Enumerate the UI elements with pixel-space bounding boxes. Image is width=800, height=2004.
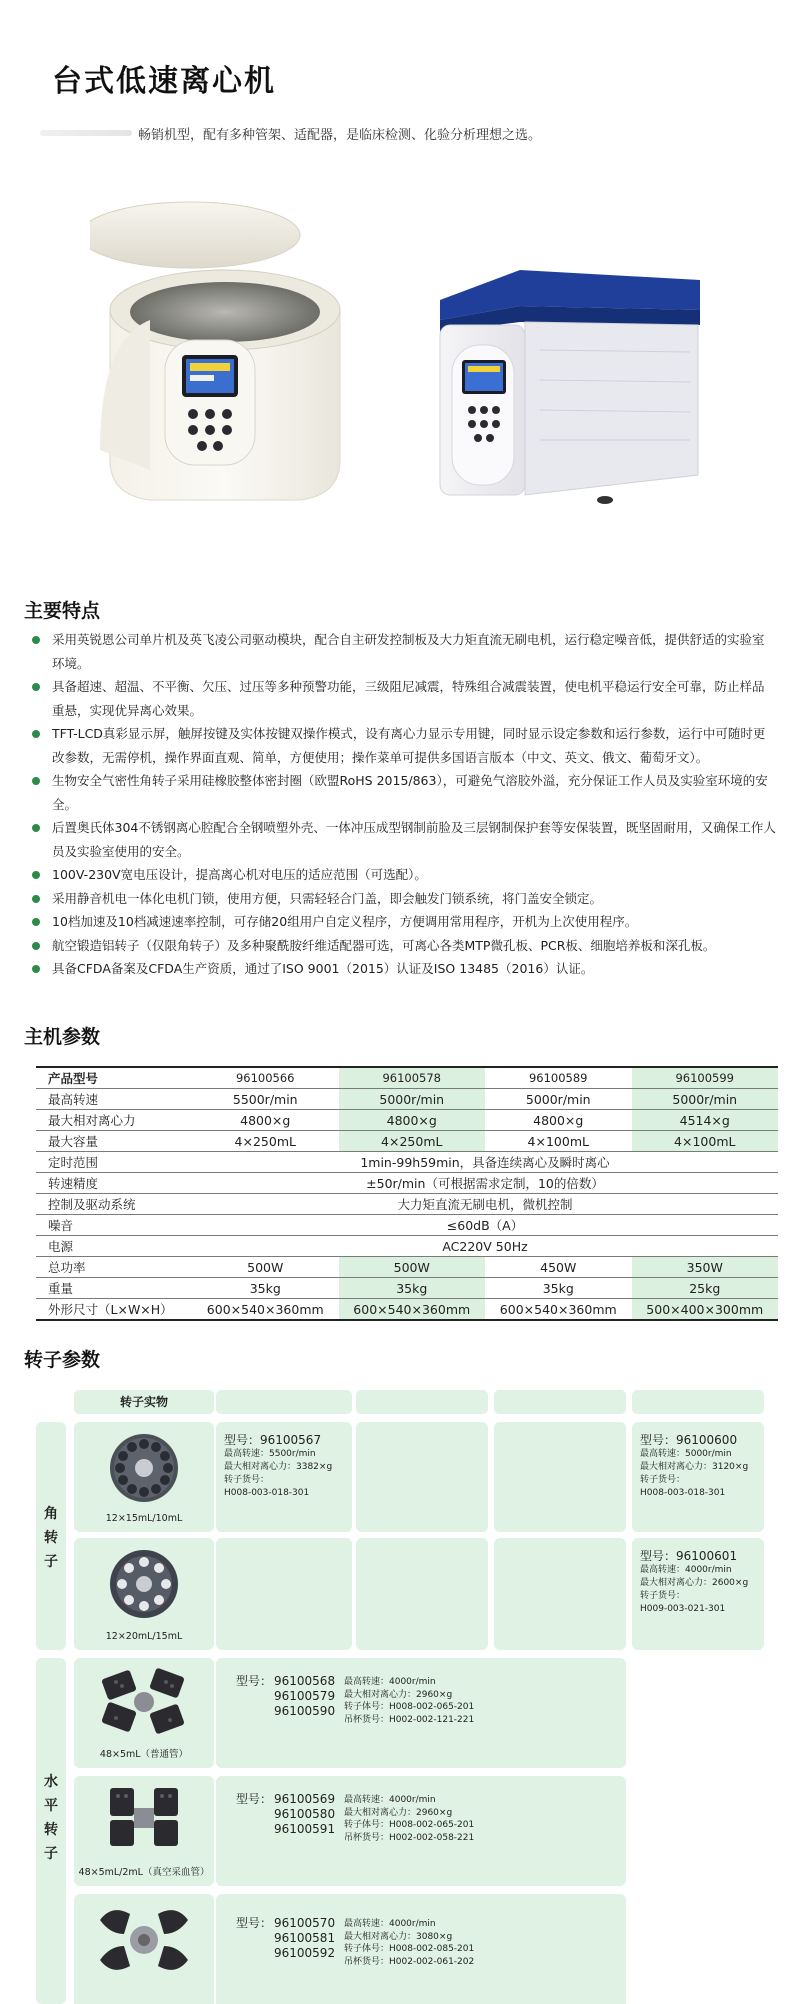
spec-value: 5500r/min: [192, 1089, 339, 1110]
spec-row-label: 噪音: [36, 1215, 192, 1236]
spec-value: 4×100mL: [485, 1131, 632, 1152]
spec-value: 4800×g: [192, 1110, 339, 1131]
angle-rotor-label: [36, 1422, 66, 1650]
horizontal-rotor-1-rcf: 最大相对离心力：2960×g: [344, 1689, 453, 1700]
horizontal-rotor-1-model-b: 96100579: [274, 1689, 336, 1703]
bullet-icon: [32, 942, 40, 950]
spec-row-label: 最大相对离心力: [36, 1110, 192, 1131]
horizontal-rotor-2-spec: [216, 1776, 626, 1886]
angle-rotor-1-speed: 最高转速：5500r/min: [224, 1449, 316, 1459]
spec-merged-value: ±50r/min（可根据需求定制，10的倍数）: [192, 1173, 778, 1194]
spec-row: [36, 1110, 778, 1131]
rotor-header-blank-2: [356, 1390, 488, 1414]
horizontal-rotor-3-speed: 最高转速：4000r/min: [344, 1919, 436, 1929]
horizontal-rotor-1-model-label: 型号：: [236, 1674, 273, 1688]
horizontal-rotor-image-3: [74, 1894, 214, 2004]
feature-item: [30, 887, 776, 911]
spec-model-4: 96100599: [632, 1067, 779, 1089]
feature-item: [30, 769, 776, 816]
angle-rotor-1-blank-a: [356, 1422, 488, 1532]
angle-rotor-caption-2: 12×20mL/15mL: [105, 1631, 183, 1642]
horizontal-label-char-3: 转: [44, 1822, 58, 1838]
angle-rotor-2-blank-c: [494, 1538, 626, 1650]
angle-rotor-image-2: [74, 1538, 214, 1650]
spec-row: [36, 1215, 778, 1236]
angle-rotor-1-rcf: 最大相对离心力：3382×g: [224, 1462, 333, 1472]
horizontal-rotor-1-models: [274, 1674, 335, 1719]
angle-rotor-1r-model: 型号：96100600: [640, 1433, 738, 1447]
spec-value: 4×250mL: [192, 1131, 339, 1152]
angle-rotor-2r-speed: 最高转速：4000r/min: [640, 1565, 732, 1575]
horizontal-rotor-1-body-no: 转子体号：H008-002-065-201: [344, 1702, 475, 1712]
spec-model-2: 96100578: [339, 1067, 486, 1089]
spec-row-label: 电源: [36, 1236, 192, 1257]
bullet-icon: [32, 871, 40, 879]
subtitle-decoration: [40, 130, 132, 136]
horizontal-rotor-image-2: [74, 1776, 214, 1886]
angle-rotor-caption-1: 12×15mL/10mL: [105, 1513, 183, 1524]
spec-value: 35kg: [192, 1278, 339, 1299]
spec-model-1: 96100566: [192, 1067, 339, 1089]
horizontal-rotor-2-model-b: 96100580: [274, 1807, 336, 1821]
spec-row: [36, 1257, 778, 1278]
feature-text: 10档加速及10档减速速率控制，可存储20组用户自定义程序，方便调用常用程序，开机为上次使用程序。: [52, 914, 638, 929]
spec-value: 450W: [485, 1257, 632, 1278]
horizontal-rotor-1-speed: 最高转速：4000r/min: [344, 1677, 436, 1687]
spec-value: 4800×g: [485, 1110, 632, 1131]
feature-item: [30, 910, 776, 934]
angle-label-char-3: 子: [44, 1554, 58, 1570]
spec-header-row: [36, 1067, 778, 1089]
angle-rotor-1-spec-left: [216, 1422, 352, 1532]
angle-rotor-1-spec-right: [632, 1422, 764, 1532]
horizontal-rotor-caption-1: 48×5mL（普通管）: [99, 1749, 189, 1760]
angle-label-char-1: 角: [44, 1506, 58, 1522]
spec-row: [36, 1278, 778, 1299]
feature-text: 生物安全气密性角转子采用硅橡胶整体密封圈（欧盟RoHS 2015/863），可避免气溶胶外溢，充分保证工作人员及实验室环境的安全。: [52, 773, 768, 812]
product-image-open-lid: [90, 200, 360, 510]
bullet-icon: [32, 918, 40, 926]
horizontal-rotor-3-spec: [216, 1894, 626, 2004]
horizontal-rotor-2-speed: 最高转速：4000r/min: [344, 1795, 436, 1805]
rotor-heading: 转子参数: [24, 1349, 101, 1371]
spec-value: 5000r/min: [339, 1089, 486, 1110]
spec-row: [36, 1152, 778, 1173]
horizontal-rotor-2-models: [274, 1792, 335, 1837]
feature-item: [30, 957, 776, 981]
angle-rotor-2r-rcf: 最大相对离心力：2600×g: [640, 1578, 749, 1588]
spec-value: 500W: [339, 1257, 486, 1278]
spec-value: 500×400×300mm: [632, 1299, 779, 1321]
spec-header-label: 产品型号: [36, 1067, 192, 1089]
feature-text: 航空锻造铝转子（仅限角转子）及多种聚酰胺纤维适配器可选，可离心各类MTP微孔板、PCR板、细胞培养板和深孔板。: [52, 937, 716, 953]
angle-rotor-1r-partno-label: 转子货号：: [640, 1475, 686, 1485]
spec-model-3: 96100589: [485, 1067, 632, 1089]
spec-value: 35kg: [339, 1278, 486, 1299]
horizontal-rotor-3-body-no: 转子体号：H008-002-085-201: [344, 1944, 475, 1954]
rotor-header-blank-3: [494, 1390, 626, 1414]
angle-rotor-1r-rcf: 最大相对离心力：3120×g: [640, 1462, 749, 1472]
horizontal-rotor-3-model-c: 96100592: [274, 1946, 336, 1960]
product-image-closed-lid: [430, 270, 710, 510]
horizontal-label-char-4: 子: [44, 1846, 58, 1862]
horizontal-rotor-image-1: [74, 1658, 214, 1768]
spec-row: [36, 1173, 778, 1194]
spec-row-label: 转速精度: [36, 1173, 192, 1194]
spec-value: 600×540×360mm: [192, 1299, 339, 1321]
feature-item: [30, 722, 776, 769]
page-title: 台式低速离心机: [52, 64, 276, 99]
horizontal-rotor-3-model-a: 96100570: [274, 1916, 336, 1930]
spec-row-label: 总功率: [36, 1257, 192, 1278]
horizontal-label-char-2: 平: [44, 1798, 58, 1814]
spec-value: 25kg: [632, 1278, 779, 1299]
angle-rotor-1r-speed: 最高转速：5000r/min: [640, 1449, 732, 1459]
feature-text: 后置奥氏体304不锈钢离心腔配合全钢喷塑外壳、一体冲压成型钢制前脸及三层钢制保护套等安保装置，既坚固耐用，又确保工作人员及实验室使用的安全。: [52, 820, 776, 859]
spec-value: 4×100mL: [632, 1131, 779, 1152]
spec-row-label: 最大容量: [36, 1131, 192, 1152]
horizontal-rotor-1-spec: [216, 1658, 626, 1768]
spec-value: 4800×g: [339, 1110, 486, 1131]
angle-rotor-2r-partno-label: 转子货号：: [640, 1591, 686, 1601]
rotor-header-blank-1: [216, 1390, 352, 1414]
angle-rotor-2r-model: 型号：96100601: [640, 1549, 738, 1563]
bullet-icon: [32, 965, 40, 973]
horizontal-rotor-2-rcf: 最大相对离心力：2960×g: [344, 1807, 453, 1818]
spec-table: [36, 1066, 778, 1321]
bullet-icon: [32, 683, 40, 691]
angle-rotor-image-1: [74, 1422, 214, 1532]
horizontal-rotor-2-model-c: 96100591: [274, 1822, 336, 1836]
feature-item: [30, 675, 776, 722]
angle-rotor-2r-partno: H009-003-021-301: [640, 1604, 726, 1614]
bullet-icon: [32, 824, 40, 832]
bullet-icon: [32, 895, 40, 903]
feature-item: [30, 816, 776, 863]
angle-rotor-1-partno-label: 转子货号：: [224, 1475, 270, 1485]
angle-label-char-2: 转: [44, 1530, 58, 1546]
features-heading: 主要特点: [24, 600, 101, 622]
spec-row: [36, 1131, 778, 1152]
horizontal-rotor-1-model-c: 96100590: [274, 1704, 336, 1718]
horizontal-label-char-1: 水: [44, 1774, 58, 1790]
bullet-icon: [32, 777, 40, 785]
spec-row: [36, 1299, 778, 1321]
horizontal-rotor-2-model-a: 96100569: [274, 1792, 336, 1806]
rotor-header-blank-4: [632, 1390, 764, 1414]
spec-row: [36, 1236, 778, 1257]
angle-rotor-1-model: 型号：96100567: [224, 1433, 322, 1447]
angle-rotor-2-spec-right: [632, 1538, 764, 1650]
spec-row-label: 重量: [36, 1278, 192, 1299]
spec-row: [36, 1089, 778, 1110]
spec-row-label: 外形尺寸（L×W×H）: [36, 1299, 192, 1321]
spec-merged-value: 大力矩直流无刷电机，微机控制: [192, 1194, 778, 1215]
horizontal-rotor-3-model-b: 96100581: [274, 1931, 336, 1945]
horizontal-rotor-1-model-a: 96100568: [274, 1674, 336, 1688]
horizontal-rotor-3-model-label: 型号：: [236, 1916, 273, 1930]
feature-text: 具备CFDA备案及CFDA生产资质，通过了ISO 9001（2015）认证及ISO 13485（2016）认证。: [52, 961, 594, 976]
spec-value: 600×540×360mm: [339, 1299, 486, 1321]
feature-text: 100V-230V宽电压设计，提高离心机对电压的适应范围（可选配）。: [52, 867, 427, 882]
spec-heading: 主机参数: [24, 1026, 101, 1048]
horizontal-rotor-3-models: [274, 1916, 335, 1961]
horizontal-rotor-3-specs: [344, 1918, 474, 1968]
spec-value: 4514×g: [632, 1110, 779, 1131]
horizontal-rotor-2-specs: [344, 1794, 474, 1844]
angle-rotor-1-partno: H008-003-018-301: [224, 1488, 310, 1498]
spec-value: 4×250mL: [339, 1131, 486, 1152]
spec-merged-value: 1min-99h59min，具备连续离心及瞬时离心: [192, 1152, 778, 1173]
angle-rotor-2-blank-a: [216, 1538, 352, 1650]
rotor-column-header: 转子实物: [74, 1390, 214, 1414]
page-subtitle: 畅销机型，配有多种管架、适配器，是临床检测、化验分析理想之选。: [138, 128, 542, 143]
feature-text: 采用英锐恩公司单片机及英飞凌公司驱动模块，配合自主研发控制板及大力矩直流无刷电机，运行稳定噪音低，提供舒适的实验室环境。: [52, 632, 765, 671]
feature-text: 具备超速、超温、不平衡、欠压、过压等多种预警功能，三级阻尼减震，特殊组合减震装置，使电机平稳运行安全可靠，防止样品重悬，实现优异离心效果。: [52, 679, 765, 718]
bullet-icon: [32, 636, 40, 644]
horizontal-rotor-2-body-no: 转子体号：H008-002-065-201: [344, 1820, 475, 1830]
spec-row-label: 定时范围: [36, 1152, 192, 1173]
angle-rotor-2-blank-b: [356, 1538, 488, 1650]
spec-row: [36, 1194, 778, 1215]
spec-value: 350W: [632, 1257, 779, 1278]
horizontal-rotor-1-specs: [344, 1676, 474, 1726]
bullet-icon: [32, 730, 40, 738]
horizontal-rotor-3-rcf: 最大相对离心力：3080×g: [344, 1931, 453, 1942]
angle-rotor-1-blank-b: [494, 1422, 626, 1532]
features-list: [30, 628, 776, 981]
horizontal-rotor-2-bucket-no: 吊杯货号：H002-002-058-221: [344, 1832, 475, 1843]
spec-value: 35kg: [485, 1278, 632, 1299]
feature-item: [30, 628, 776, 675]
feature-item: [30, 863, 776, 887]
horizontal-rotor-caption-2: 48×5mL/2mL（真空采血管）: [78, 1867, 210, 1878]
horizontal-rotor-label: [36, 1658, 66, 2004]
spec-value: 5000r/min: [632, 1089, 779, 1110]
spec-row-label: 最高转速: [36, 1089, 192, 1110]
spec-value: 500W: [192, 1257, 339, 1278]
angle-rotor-1r-partno: H008-003-018-301: [640, 1488, 726, 1498]
horizontal-rotor-2-model-label: 型号：: [236, 1792, 273, 1806]
horizontal-rotor-1-bucket-no: 吊杯货号：H002-002-121-221: [344, 1714, 475, 1725]
horizontal-rotor-3-bucket-no: 吊杯货号：H002-002-061-202: [344, 1956, 475, 1967]
feature-text: TFT-LCD真彩显示屏，触屏按键及实体按键双操作模式，设有离心力显示专用键，同时显示设定参数和运行参数，运行中可随时更改参数，无需停机，操作界面直观、简单，方便使用；操作菜单可提供多国语言版本（中文、英文、俄文、葡萄牙文）。: [52, 726, 766, 765]
feature-text: 采用静音机电一体化电机门锁，使用方便，只需轻轻合门盖，即会触发门锁系统，将门盖安全锁定。: [52, 890, 603, 906]
feature-item: [30, 934, 776, 958]
spec-value: 5000r/min: [485, 1089, 632, 1110]
spec-value: 600×540×360mm: [485, 1299, 632, 1321]
spec-row-label: 控制及驱动系统: [36, 1194, 192, 1215]
spec-merged-value: AC220V 50Hz: [192, 1236, 778, 1257]
spec-merged-value: ≤60dB（A）: [192, 1215, 778, 1236]
